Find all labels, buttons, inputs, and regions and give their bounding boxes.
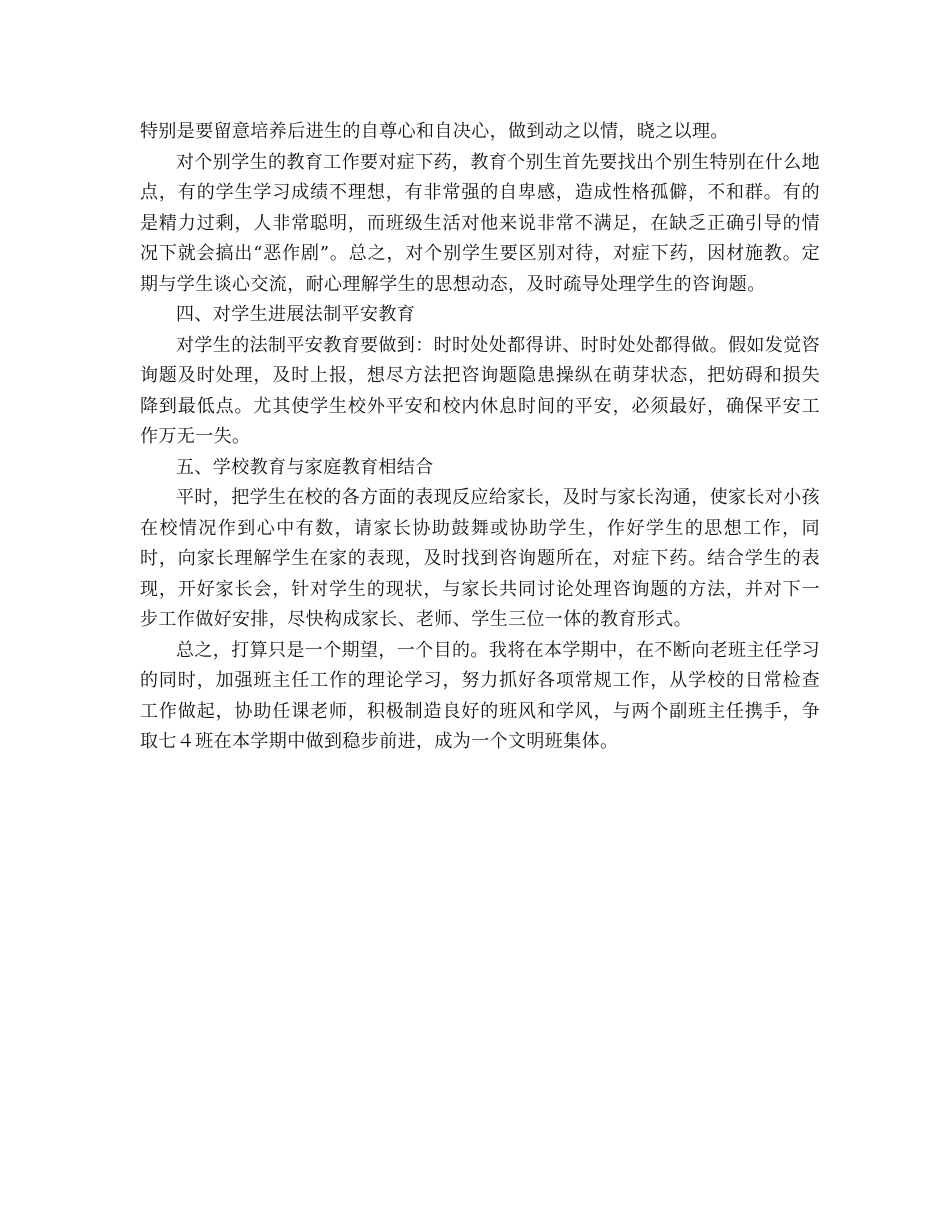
paragraph-continuation: 特别是要留意培养后进生的自尊心和自决心，做到动之以情，晓之以理。 xyxy=(140,121,729,142)
section-heading-home-school: 五、学校教育与家庭教育相结合 xyxy=(176,456,434,478)
paragraph-home-school: 平时，把学生在校的各方面的表现反应给家长，及时与家长沟通，使家长对小孩在校情况作到心中有数，请家长协助鼓舞或协助学生，作好学生的思想工作，同时，向家长理解学生在家的表现，及时找到咨询题所在，对症下药。结合学生的表现，开好家长会，针对学生的现状，与家长共同讨论处理咨询题的方法，并对下一步工作做好安排，尽快构成家长、老师、学生三位一体的教育形式。 xyxy=(140,487,820,630)
paragraph-individual-students: 对个别学生的教育工作要对症下药，教育个别生首先要找出个别生特别在什么地点，有的学生学习成绩不理想，有非常强的自卑感，造成性格孤僻，不和群。有的是精力过剩，人非常聪明，而班级生活对他来说非常不满足，在缺乏正确引导的情况下就会搞出“恶作剧”。总之，对个别学生要区别对待，对症下药，因材施教。定期与学生谈心交流，耐心理解学生的思想动态，及时疏导处理学生的咨询题。 xyxy=(140,151,820,295)
section-heading-safety-education: 四、对学生进展法制平安教育 xyxy=(176,304,416,325)
paragraph-safety-education: 对学生的法制平安教育要做到：时时处处都得讲、时时处处都得做。假如发觉咨询题及时处理，及时上报，想尽方法把咨询题隐患操纵在萌芽状态，把妨碍和损失降到最低点。尤其使学生校外平安和校内休息时间的平安，必须最好，确保平安工作万无一失。 xyxy=(140,334,820,447)
document-body xyxy=(140,117,820,758)
paragraph-conclusion: 总之，打算只是一个期望，一个目的。我将在本学期中，在不断向老班主任学习的同时，加强班主任工作的理论学习，努力抓好各项常规工作，从学校的日常检查工作做起，协助任课老师，积极制造良好的班风和学风，与两个副班主任携手，争取七４班在本学期中做到稳步前进，成为一个文明班集体。 xyxy=(140,639,820,752)
